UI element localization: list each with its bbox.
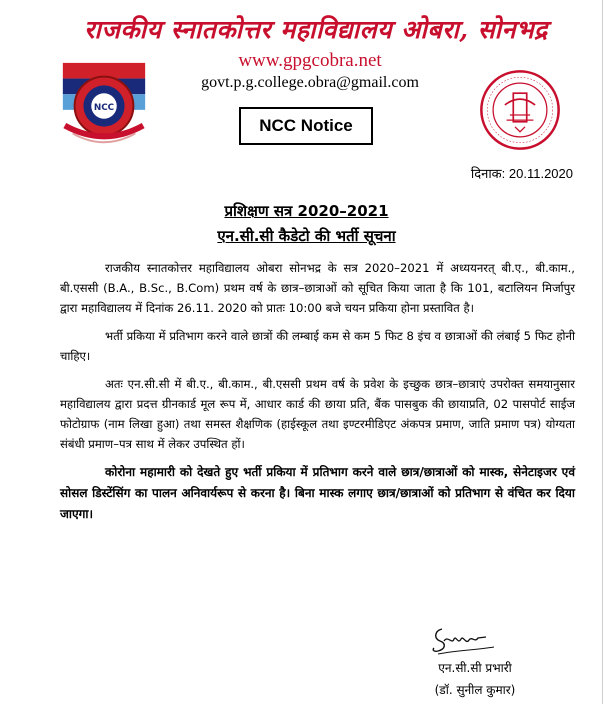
college-name-title: राजकीय स्नातकोत्तर महाविद्यालय ओबरा, सोनभद्र [84,15,548,44]
ncc-notice-label: NCC Notice [239,107,373,145]
ncc-logo-icon [55,57,153,155]
signatory-designation: एन.सी.सी प्रभारी [438,661,512,675]
signatory-name: (डॉ. सुनील कुमार) [434,683,516,697]
notice-subject: एन.सी.सी कैडेटो की भर्ती सूचना [217,227,396,245]
notice-body [60,258,575,533]
paragraph-covid: कोरोना महामारी को देखते हुए भर्ती प्रकिया में प्रतिभाग करने वाले छात्र/छात्राओं को मास्क, सेनेटाइजर एवं सोसल डिस्टेंसिंग का पालन अनिवार्यरूप से करना है। बिना मास्क लगाए छात्र/छात्राओं को प्रतिभाग से वंचित कर दिया जाएगा। [60,465,575,521]
handwritten-signature-icon [428,623,500,657]
notice-date: दिनाक: 20.11.2020 [470,166,573,181]
paragraph-height: भर्ती प्रकिया में प्रतिभाग करने वाले छात्रों की लम्बाई कम से कम 5 फिट 8 इंच व छात्राओं की लंबाई 5 फिट होनी चाहिए। [60,329,575,363]
paragraph-documents: अतः एन.सी.सी में बी.ए., बी.काम., बी.एससी प्रथम वर्ष के प्रवेश के इच्छुक छात्र–छात्राएं उपरोक्त समयानुसार महाविद्यालय द्वारा प्रदत्त ग्रीनकार्ड मूल रूप में, आधार कार्ड की छाया प्रति, बैंक पासबुक की छायाप्रति, 02 पासपोर्ट साईज फोटोग्राफ (नाम लिखा हुआ) तथा समस्त शैक्षणिक (हाईस्कूल तथा इण्टरमीडिएट अंकपत्र प्रमाण, जाति प्रमाण पत्र) योग्यता संबंधी प्रमाण–पत्र साथ में लेकर उपस्थित हों। [60,377,575,451]
training-session: प्रशिक्षण सत्र 2020–2021 [224,202,389,220]
page-edge-divider [602,0,603,704]
paragraph-intro: राजकीय स्नातकोत्तर महाविद्यालय ओबरा सोनभद्र के सत्र 2020–2021 में अध्ययनरत् बी.ए., बी.काम., बी.एससी (B.A., B.Sc., B.Com) प्रथम वर्ष के छात्र–छात्राओं को सूचित किया जाता है कि 101, बटालियन मिर्जापुर द्वारा महाविद्यालय में दिनांक 26.11. 2020 को प्रातः 10:00 बजे चयन प्रकिया होना प्रस्तावित है। [60,261,575,315]
college-email: govt.p.g.college.obra@gmail.com [201,74,419,91]
ncc-logo-text: NCC [93,102,115,113]
college-seal-icon [478,68,562,152]
college-website: www.gpgcobra.net [238,50,382,71]
